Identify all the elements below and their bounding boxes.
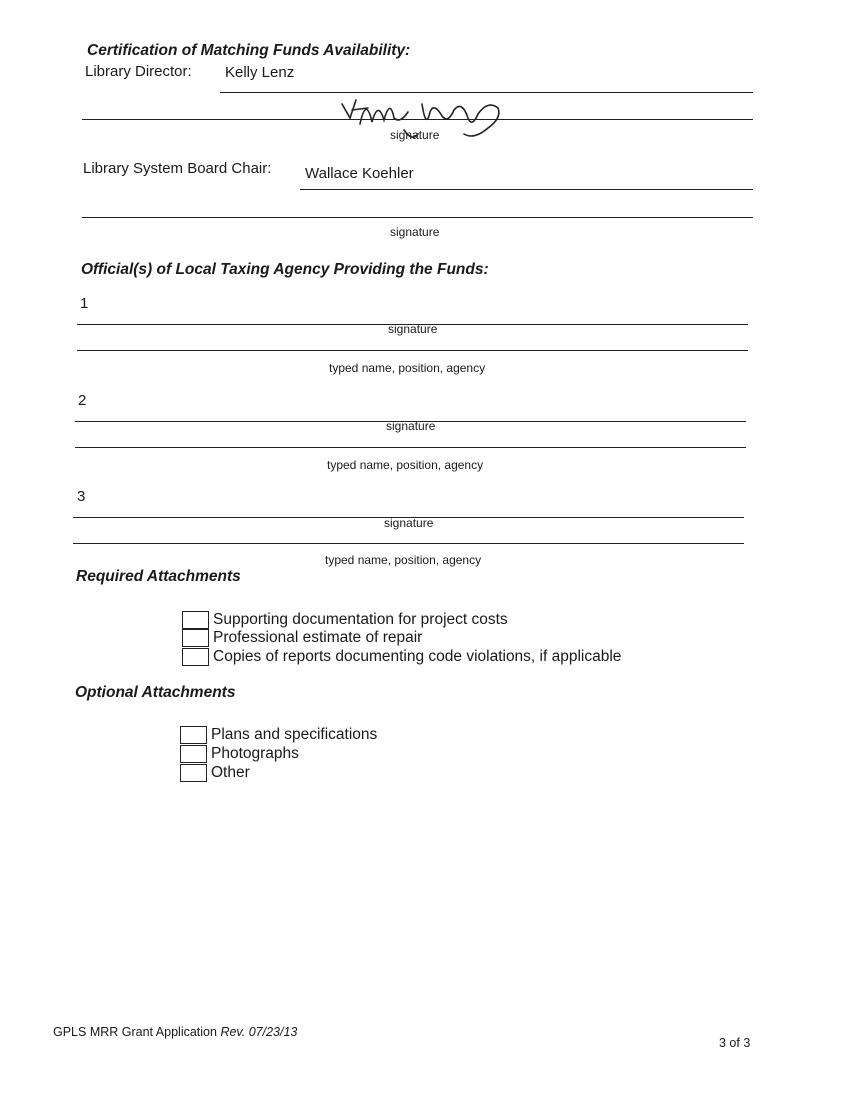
- chair-name-line: [300, 189, 753, 190]
- optional-attachments-heading: Optional Attachments: [75, 684, 236, 701]
- director-label: Library Director:: [85, 63, 192, 80]
- official-1-signature-caption: signature: [388, 322, 438, 336]
- checkbox[interactable]: [180, 745, 207, 763]
- footer-form-name: [53, 1025, 297, 1039]
- required-item-supporting-docs[interactable]: [182, 610, 508, 629]
- official-2-name-line[interactable]: [75, 447, 746, 448]
- checkbox-label: Professional estimate of repair: [213, 628, 423, 646]
- checkbox[interactable]: [180, 764, 207, 782]
- official-3-name-line[interactable]: [73, 543, 744, 544]
- official-3-name-caption: typed name, position, agency: [325, 553, 482, 567]
- checkbox[interactable]: [182, 648, 209, 666]
- official-2-signature-caption: signature: [386, 419, 436, 433]
- official-1-name-line[interactable]: [77, 350, 748, 351]
- chair-signature-caption: signature: [390, 225, 440, 239]
- director-signature-caption: signature: [390, 128, 440, 142]
- footer-revision: Rev. 07/23/13: [220, 1025, 298, 1039]
- director-name-line: [220, 92, 753, 93]
- checkbox-label: Copies of reports documenting code violations, if applicable: [213, 647, 622, 665]
- required-attachments-heading: Required Attachments: [76, 568, 241, 585]
- checkbox-label: Other: [211, 763, 250, 781]
- checkbox[interactable]: [182, 629, 209, 647]
- official-2-name-caption: typed name, position, agency: [327, 458, 484, 472]
- optional-item-plans[interactable]: [180, 725, 377, 744]
- checkbox-label: Plans and specifications: [211, 725, 378, 743]
- official-1-name-caption: typed name, position, agency: [329, 361, 486, 375]
- chair-label: Library System Board Chair:: [83, 160, 272, 177]
- checkbox[interactable]: [182, 611, 209, 629]
- official-3-signature-caption: signature: [384, 516, 434, 530]
- required-item-code-violation-reports[interactable]: [182, 647, 621, 666]
- optional-item-photographs[interactable]: [180, 744, 299, 763]
- checkbox[interactable]: [180, 726, 207, 744]
- official-2-number: 2: [78, 392, 87, 409]
- director-signature-line: [82, 119, 753, 120]
- certification-heading: Certification of Matching Funds Availability:: [87, 42, 411, 59]
- official-3-number: 3: [77, 488, 86, 505]
- footer-form-title: GPLS MRR Grant Application: [53, 1025, 217, 1039]
- checkbox-label: Photographs: [211, 744, 299, 762]
- checkbox-label: Supporting documentation for project costs: [213, 610, 508, 628]
- officials-heading: Official(s) of Local Taxing Agency Providing the Funds:: [81, 261, 489, 278]
- optional-item-other[interactable]: [180, 763, 250, 782]
- director-name[interactable]: Kelly Lenz: [225, 64, 295, 81]
- chair-name[interactable]: Wallace Koehler: [305, 165, 414, 182]
- footer-page-number: 3 of 3: [719, 1036, 751, 1050]
- chair-signature-line: [82, 217, 753, 218]
- official-1-number: 1: [80, 295, 89, 312]
- required-item-repair-estimate[interactable]: [182, 628, 422, 647]
